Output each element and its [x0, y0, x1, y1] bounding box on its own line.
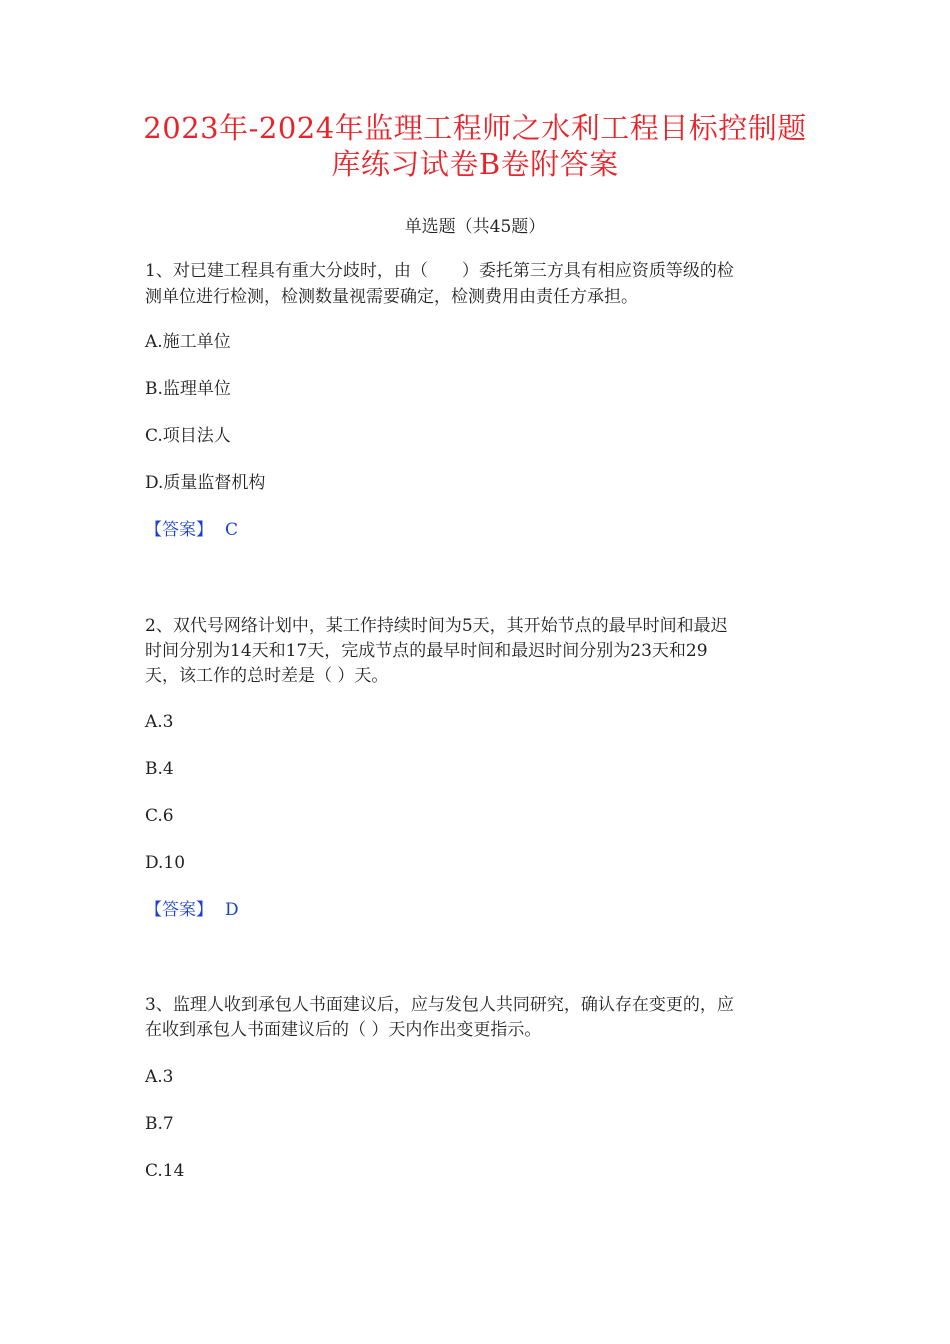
answer-label: 【答案】 [145, 520, 213, 540]
question-3-option-a: A.3 [145, 1067, 174, 1087]
question-1-option-a: A.施工单位 [145, 332, 231, 352]
document-title-line-2: 库练习试卷B卷附答案 [331, 147, 619, 181]
question-3-text-line-1: 3、监理人收到承包人书面建议后，应与发包人共同研究，确认存在变更的，应 [145, 995, 734, 1015]
question-1-option-b: B.监理单位 [145, 379, 231, 399]
section-heading: 单选题（共45题） [404, 217, 546, 237]
question-2-text-line-3: 天，该工作的总时差是（ ）天。 [145, 666, 389, 686]
document-title-line-1: 2023年-2024年监理工程师之水利工程目标控制题 [143, 111, 807, 145]
question-2-text-line-2: 时间分别为14天和17天，完成节点的最早时间和最迟时间分别为23天和29 [145, 641, 708, 661]
question-2-option-a: A.3 [145, 712, 174, 732]
question-2-answer [145, 898, 239, 922]
question-1-text-line-1: 1、对已建工程具有重大分歧时，由（ ）委托第三方具有相应资质等级的检 [145, 261, 734, 281]
question-1-option-c: C.项目法人 [145, 426, 231, 446]
question-1-option-d: D.质量监督机构 [145, 473, 266, 493]
answer-value: D [225, 900, 239, 920]
answer-label: 【答案】 [145, 900, 213, 920]
question-1-text-line-2: 测单位进行检测，检测数量视需要确定，检测费用由责任方承担。 [145, 287, 638, 307]
question-3-text-line-2: 在收到承包人书面建议后的（ ）天内作出变更指示。 [145, 1020, 542, 1040]
answer-value: C [225, 520, 239, 540]
question-3-option-b: B.7 [145, 1114, 174, 1134]
question-2-option-d: D.10 [145, 853, 186, 873]
question-2-text-line-1: 2、双代号网络计划中，某工作持续时间为5天，其开始节点的最早时间和最迟 [145, 616, 728, 636]
question-2-option-c: C.6 [145, 806, 174, 826]
question-1-answer [145, 518, 238, 542]
question-3-option-c: C.14 [145, 1161, 185, 1181]
question-2-option-b: B.4 [145, 759, 174, 779]
